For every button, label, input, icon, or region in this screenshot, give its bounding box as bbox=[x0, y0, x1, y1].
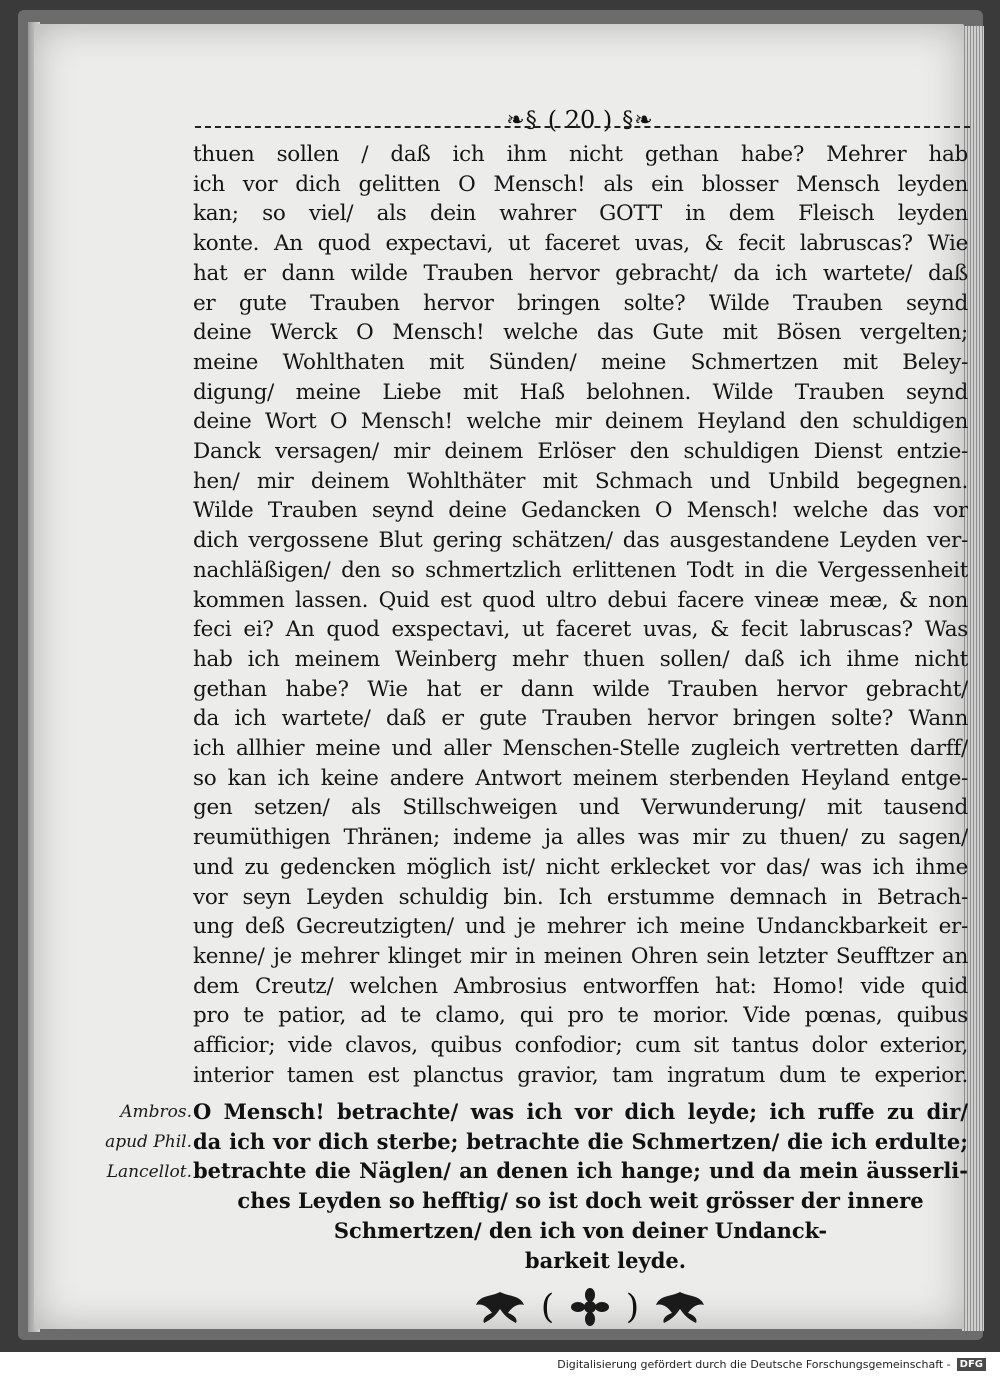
fleuron-right-icon bbox=[650, 1287, 710, 1327]
text-line: und zu gedencken möglich ist/ nicht erklecket vor das/ was ich ihme bbox=[193, 854, 968, 880]
margin-note bbox=[80, 1097, 192, 1187]
text-line: meine Wohlthaten mit Sünden/ meine Schmertzen mit Beley- bbox=[193, 349, 968, 375]
text-line: dem Creutz/ welchen Ambrosius entworffen hat: Homo! vide quid bbox=[193, 973, 968, 999]
text-line: gethan habe? Wie hat er dann wilde Trauben hervor gebracht/ bbox=[193, 676, 968, 702]
closing-line: betrachte die Näglen/ an denen ich hange; und da mein äusserli- bbox=[193, 1158, 968, 1184]
text-line: hat er dann wilde Trauben hervor gebracht/ da ich wartete/ daß bbox=[193, 260, 968, 286]
text-line: feci ei? An quod exspectavi, ut faceret uvas, & fecit labruscas? Was bbox=[193, 617, 968, 643]
text-line: konte. An quod expectavi, ut faceret uvas, & fecit labruscas? Wie bbox=[193, 231, 968, 257]
margin-note-line: apud Phil. bbox=[105, 1132, 192, 1152]
text-line: er gute Trauben hervor bringen solte? Wilde Trauben seynd bbox=[193, 290, 968, 316]
ornament-paren-right: ) bbox=[625, 1287, 640, 1327]
text-line: so kan ich keine andere Antwort meinem sterbenden Heyland entge- bbox=[193, 765, 968, 791]
dfg-logo: DFG bbox=[957, 1358, 986, 1371]
text-line: hab ich meinem Weinberg mehr thuen sollen/ daß ich ihme nicht bbox=[193, 646, 968, 672]
text-line: kan; so viel/ als dein wahrer GOTT in dem Fleisch leyden bbox=[193, 201, 968, 227]
closing-line: O Mensch! betrachte/ was ich vor dich leyde; ich ruffe zu dir/ bbox=[193, 1099, 968, 1124]
text-line: interior tamen est planctus gravior, tam ingratum dum te experior. bbox=[193, 1062, 968, 1088]
text-line: ung deß Gecreutzigten/ und je mehrer ich meine Undanckbarkeit er- bbox=[193, 914, 968, 940]
text-line: kommen lassen. Quid est quod ultro debui facere vineæ meæ, & non bbox=[193, 587, 968, 613]
closing-line: da ich vor dich sterbe; betrachte die Schmertzen/ die ich erdulte; bbox=[193, 1128, 968, 1154]
page-header bbox=[480, 100, 680, 140]
text-line: reumüthigen Thränen; indeme ja alles was mir zu thuen/ zu sagen/ bbox=[193, 825, 968, 851]
text-line: nachläßigen/ den so schmertzlich erlittenen Todt in die Vergessenheit bbox=[193, 557, 968, 583]
ornament-paren-left: ( bbox=[540, 1287, 555, 1327]
page-number: ( 20 ) bbox=[547, 106, 613, 134]
header-ornament-right: §❧ bbox=[622, 107, 654, 133]
body-text bbox=[193, 140, 968, 1091]
closing-line: ches Leyden so hefftig/ so ist doch weit grösser der innere bbox=[237, 1188, 924, 1214]
text-line: ich allhier meine und aller Menschen-Stelle zugleich vertretten darff/ bbox=[193, 736, 968, 762]
header-rule bbox=[195, 126, 970, 128]
margin-note-line: Ambros. bbox=[120, 1102, 192, 1122]
text-line: gen setzen/ als Stillschweigen und Verwunderung/ mit tausend bbox=[193, 795, 968, 821]
text-line: da ich wartete/ daß er gute Trauben hervor bringen solte? Wann bbox=[193, 706, 968, 732]
tailpiece-ornament bbox=[470, 1285, 710, 1329]
text-line: afficior; vide clavos, quibus confodior; cum sit tantus dolor exterior, bbox=[193, 1033, 968, 1059]
margin-note-line: Lancellot. bbox=[106, 1162, 192, 1182]
text-line: deine Werck O Mensch! welche das Gute mit Bösen vergelten; bbox=[193, 320, 968, 346]
footer-bar bbox=[0, 1352, 1000, 1376]
footer-text: Digitalisierung gefördert durch die Deutsche Forschungsgemeinschaft - bbox=[557, 1357, 951, 1371]
text-line: Wilde Trauben seynd deine Gedancken O Mensch! welche das vor bbox=[193, 498, 968, 524]
text-line: vor seyn Leyden schuldig bin. Ich erstumme demnach in Betrach- bbox=[193, 884, 968, 910]
text-line: hen/ mir deinem Wohlthäter mit Schmach und Unbild begegnen. bbox=[193, 468, 968, 494]
text-line: Danck versagen/ mir deinem Erlöser den schuldigen Dienst entzie- bbox=[193, 439, 968, 465]
text-line: thuen sollen / daß ich ihm nicht gethan habe? Mehrer hab bbox=[193, 142, 968, 167]
text-line: dich vergossene Blut gering schätzen/ das ausgestandene Leyden ver- bbox=[193, 528, 968, 554]
rosette-icon bbox=[565, 1287, 615, 1327]
text-line: kenne/ je mehrer klinget mir in meinen Ohren sein letzter Seufftzer an bbox=[193, 943, 968, 969]
fleuron-left-icon bbox=[470, 1287, 530, 1327]
closing-passage bbox=[193, 1097, 968, 1275]
closing-line: barkeit leyde. bbox=[524, 1247, 687, 1273]
text-line: digung/ meine Liebe mit Haß belohnen. Wilde Trauben seynd bbox=[193, 379, 968, 405]
closing-line: Schmertzen/ den ich von deiner Undanck- bbox=[333, 1217, 828, 1243]
text-line: deine Wort O Mensch! welche mir deinem Heyland den schuldigen bbox=[193, 409, 968, 435]
header-ornament-left: ❧§ bbox=[506, 107, 538, 133]
text-line: ich vor dich gelitten O Mensch! als ein blosser Mensch leyden bbox=[193, 171, 968, 197]
text-line: pro te patior, ad te clamo, qui pro te morior. Vide pœnas, quibus bbox=[193, 1003, 968, 1029]
